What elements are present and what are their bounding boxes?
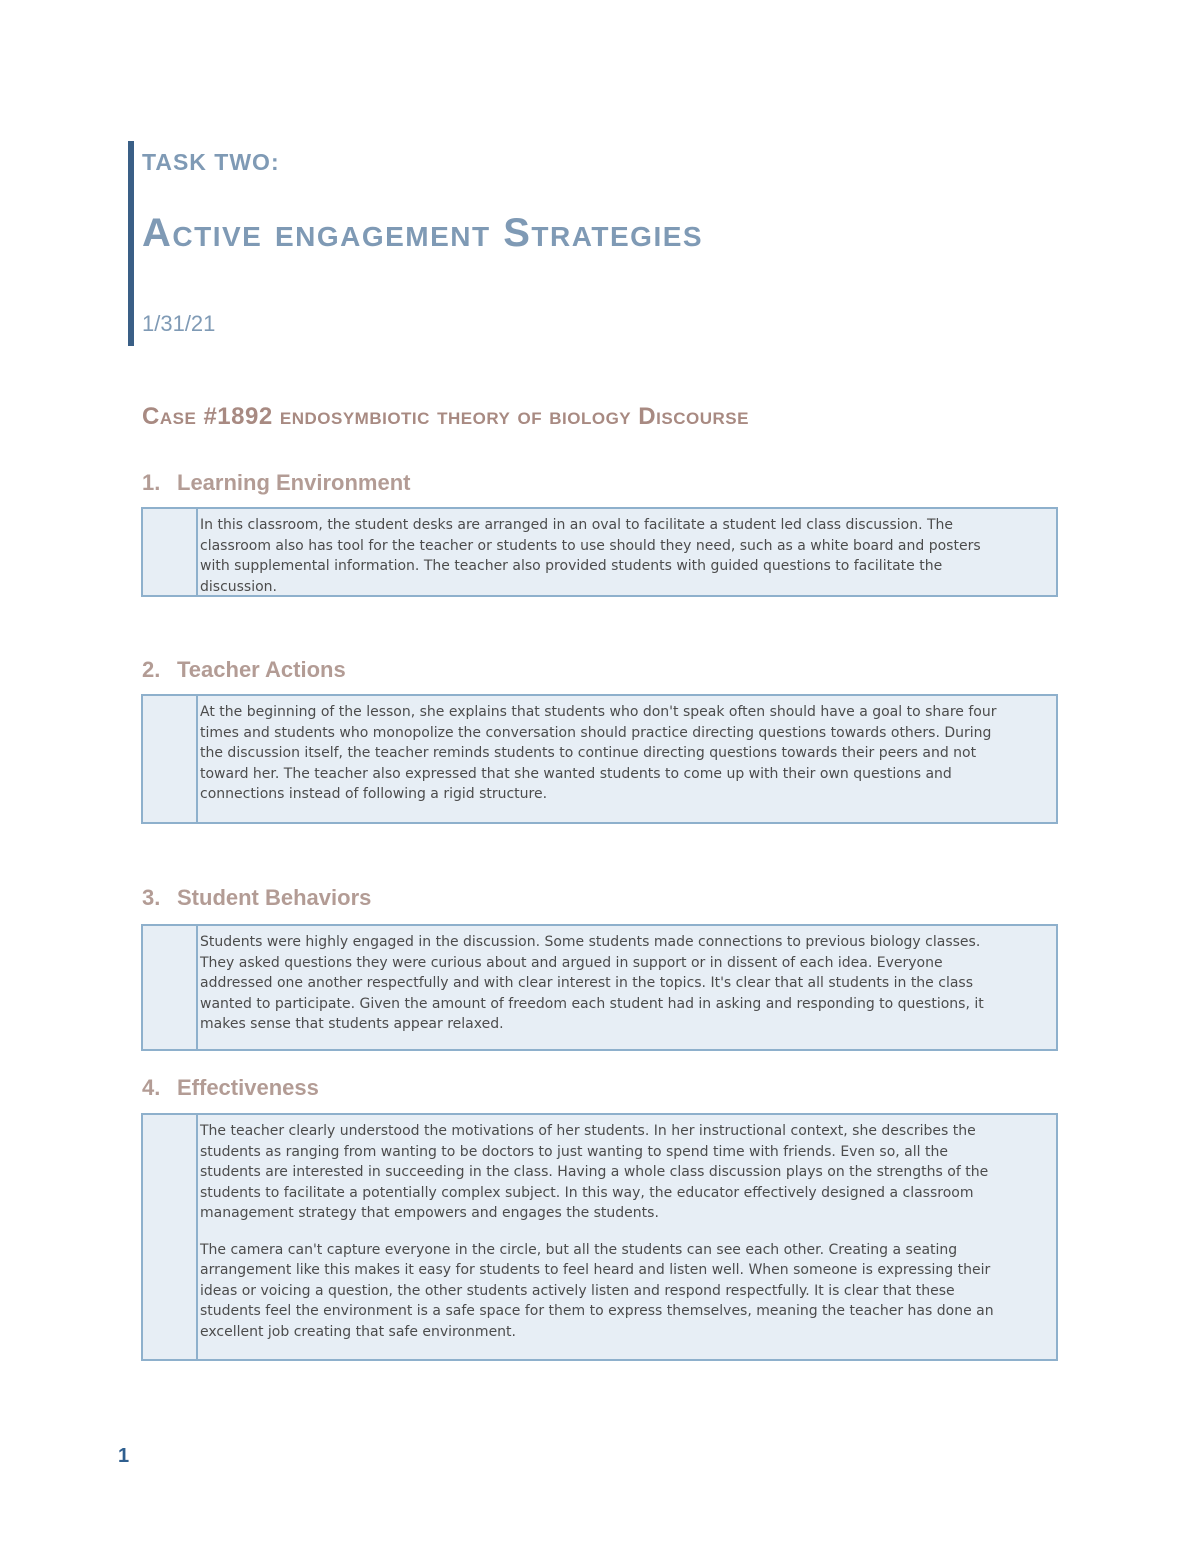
- document-title: Active engagement Strategies: [142, 211, 704, 255]
- section-heading-effectiveness: [142, 1075, 319, 1101]
- document-date: 1/31/21: [142, 311, 216, 336]
- section-number: 2.: [142, 657, 161, 682]
- section-box-effectiveness: [141, 1113, 1058, 1361]
- section-content: [200, 702, 1001, 805]
- section-title: Effectiveness: [177, 1075, 319, 1100]
- paragraph: Students were highly engaged in the discussion. Some students made connections to previous biology classes. They asked questions they were curious about and argued in support or in dissent of each idea. Everyone addressed one another respectfully and with clear interest in the topics. It's clear that all students in the class wanted to participate. Given the amount of freedom each student had in asking and responding to questions, it makes sense that students appear relaxed.: [200, 934, 984, 1032]
- box-gutter-line: [196, 509, 198, 595]
- paragraph: The camera can't capture everyone in the circle, but all the students can see each other. Creating a seating arrangement like this makes it easy for students to feel heard and listen well. When someone is expressing their ideas or voicing a question, the other students actively listen and respond respectfully. It is clear that these students feel the environment is a safe space for them to express themselves, meaning the teacher has done an excellent job creating that safe environment.: [200, 1241, 994, 1340]
- paragraph: In this classroom, the student desks are arranged in an oval to facilitate a student led class discussion. The classroom also has tool for the teacher or students to use should they need, such as a white board and posters with supplemental information. The teacher also provided students with guided questions to facilitate the discussion.: [200, 517, 981, 595]
- section-title: Learning Environment: [177, 470, 411, 495]
- section-number: 4.: [142, 1075, 161, 1100]
- section-number: 1.: [142, 470, 161, 495]
- paragraph: At the beginning of the lesson, she explains that students who don't speak often should have a goal to share four times and students who monopolize the conversation should practice directing questions towards others. During the discussion itself, the teacher reminds students to continue directing questions towards their peers and not toward her. The teacher also expressed that she wanted students to come up with their own questions and connections instead of following a rigid structure.: [200, 704, 997, 802]
- section-content: [200, 932, 1001, 1035]
- section-box-student-behaviors: [141, 924, 1058, 1051]
- section-heading-student-behaviors: [142, 885, 371, 911]
- box-gutter-line: [196, 1115, 198, 1359]
- section-heading-learning-environment: [142, 470, 410, 496]
- paragraph: The teacher clearly understood the motivations of her students. In her instructional context, she describes the students as ranging from wanting to be doctors to just wanting to spend time with friends. Even so, all the students are interested in succeeding in the class. Having a whole class discussion plays on the strengths of the students to facilitate a potentially complex subject. In this way, the educator effectively designed a classroom management strategy that empowers and engages the students.: [200, 1123, 989, 1221]
- case-heading: Case #1892 endosymbiotic theory of biology Discourse: [142, 403, 749, 430]
- section-box-learning-environment: [141, 507, 1058, 597]
- section-number: 3.: [142, 885, 161, 910]
- section-content: [200, 515, 1001, 597]
- task-subtitle: TASK TWO:: [142, 149, 280, 175]
- section-title: Student Behaviors: [177, 885, 372, 910]
- section-box-teacher-actions: [141, 694, 1058, 824]
- box-gutter-line: [196, 926, 198, 1049]
- section-content: [200, 1121, 1001, 1342]
- page-number: 1: [118, 1445, 130, 1467]
- box-gutter-line: [196, 696, 198, 822]
- section-heading-teacher-actions: [142, 657, 346, 683]
- section-title: Teacher Actions: [177, 657, 346, 682]
- title-block: [128, 141, 1034, 346]
